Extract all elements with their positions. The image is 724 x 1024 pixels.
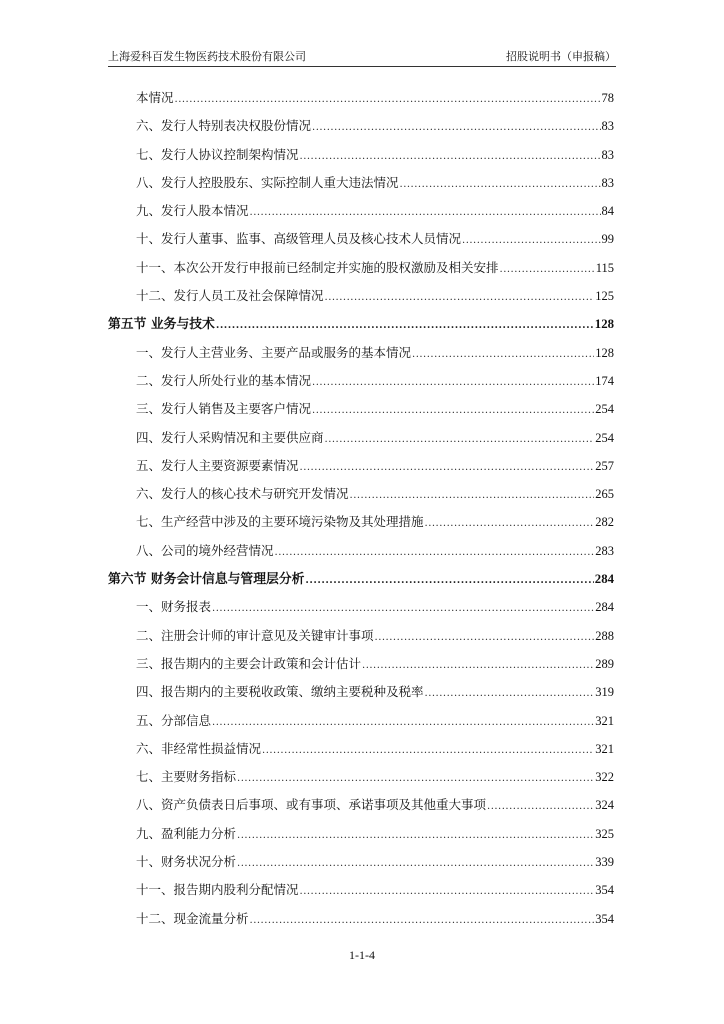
toc-entry-page: 174 [595, 373, 614, 388]
toc-entry-page: 283 [595, 543, 614, 558]
toc-entry[interactable] [108, 622, 614, 650]
toc-entry[interactable] [108, 820, 614, 848]
toc-leader-dots [362, 652, 594, 680]
toc-entry[interactable] [108, 141, 614, 169]
toc-entry[interactable] [108, 508, 614, 536]
toc-entry[interactable] [108, 707, 614, 735]
toc-leader-dots [216, 312, 594, 340]
toc-entry[interactable] [108, 876, 614, 904]
toc-entry[interactable] [108, 848, 614, 876]
toc-entry-title: 五、发行人主要资源要素情况 [136, 457, 299, 473]
toc-entry-page: 324 [595, 798, 614, 813]
toc-leader-dots [300, 143, 601, 171]
toc-leader-dots [325, 426, 595, 454]
toc-entry-title: 十一、本次公开发行申报前已经制定并实施的股权激励及相关安排 [136, 259, 499, 275]
toc-leader-dots [500, 256, 595, 284]
toc-entry-page: 325 [595, 826, 614, 841]
toc-entry-page: 83 [601, 175, 614, 190]
toc-entry-title: 十、财务状况分析 [136, 854, 237, 870]
toc-leader-dots [462, 227, 600, 255]
toc-entry-page: 284 [595, 600, 614, 615]
toc-entry-title: 二、发行人所处行业的基本情况 [136, 372, 312, 388]
toc-entry[interactable] [108, 367, 614, 395]
toc-leader-dots [300, 878, 595, 906]
toc-entry[interactable] [108, 905, 614, 933]
toc-entry-title: 一、发行人主营业务、主要产品或服务的基本情况 [136, 344, 412, 360]
toc-entry-page: 354 [595, 883, 614, 898]
toc-entry-page: 288 [595, 628, 614, 643]
toc-entry-title: 五、分部信息 [136, 712, 212, 728]
toc-entry-page: 354 [595, 911, 614, 926]
toc-leader-dots [250, 907, 595, 935]
toc-entry-title: 七、主要财务指标 [136, 769, 237, 785]
toc-entry-page: 339 [595, 855, 614, 870]
toc-leader-dots [425, 510, 595, 538]
toc-entry[interactable] [108, 424, 614, 452]
toc-leader-dots [312, 114, 600, 142]
toc-entry-title: 二、注册会计师的审计意见及关键审计事项 [136, 627, 374, 643]
toc-entry[interactable] [108, 678, 614, 706]
toc-leader-dots [305, 567, 593, 595]
toc-entry-page: 289 [595, 656, 614, 671]
toc-entry-title: 六、发行人特别表决权股份情况 [136, 118, 312, 134]
toc-leader-dots [175, 86, 601, 114]
toc-entry-title: 六、非经常性损益情况 [136, 740, 262, 756]
toc-entry-title: 八、公司的境外经营情况 [136, 542, 274, 558]
toc-entry[interactable] [108, 791, 614, 819]
toc-entry-page: 254 [595, 402, 614, 417]
toc-entry-page: 265 [595, 487, 614, 502]
toc-entry-page: 319 [595, 685, 614, 700]
toc-entry[interactable] [108, 735, 614, 763]
toc-entry-title: 四、报告期内的主要税收政策、缴纳主要税种及税率 [136, 684, 424, 700]
toc-entry[interactable] [108, 225, 614, 253]
toc-leader-dots [400, 171, 601, 199]
toc-leader-dots [412, 341, 594, 369]
toc-leader-dots [350, 482, 595, 510]
toc-entry-title: 一、财务报表 [136, 599, 212, 615]
toc-entry[interactable] [108, 480, 614, 508]
toc-entry-title: 十二、发行人员工及社会保障情况 [136, 288, 324, 304]
toc-entry-page: 84 [601, 204, 614, 219]
toc-entry-title: 三、发行人销售及主要客户情况 [136, 401, 312, 417]
toc-leader-dots [312, 397, 594, 425]
toc-entry[interactable] [108, 650, 614, 678]
toc-entry[interactable] [108, 84, 614, 112]
toc-entry-page: 125 [595, 289, 614, 304]
toc-entry[interactable] [108, 395, 614, 423]
toc-leader-dots [212, 595, 594, 623]
toc-entry-page: 257 [595, 458, 614, 473]
toc-entry-page: 78 [601, 91, 614, 105]
toc-entry-title: 第五节 业务与技术 [108, 317, 215, 333]
toc-leader-dots [237, 850, 594, 878]
toc-leader-dots [425, 680, 595, 708]
toc-leader-dots [300, 454, 595, 482]
toc-entry-page: 321 [595, 713, 614, 728]
toc-entry-title: 九、盈利能力分析 [136, 825, 237, 841]
toc-leader-dots [262, 737, 594, 765]
toc-entry-page: 115 [595, 260, 614, 275]
toc-leader-dots [487, 793, 594, 821]
header-document-type: 招股说明书（申报稿） [506, 50, 616, 63]
toc-entry-page: 284 [594, 572, 614, 587]
toc-entry[interactable] [108, 339, 614, 367]
toc-entry[interactable] [108, 112, 614, 140]
toc-entry-page: 282 [595, 515, 614, 530]
toc-entry-title: 十、发行人董事、监事、高级管理人员及核心技术人员情况 [136, 231, 462, 247]
toc-leader-dots [275, 539, 595, 567]
toc-leader-dots [212, 709, 594, 737]
toc-entry-page: 83 [601, 147, 614, 162]
toc-leader-dots [250, 199, 601, 227]
toc-entry-title: 十一、报告期内股利分配情况 [136, 882, 299, 898]
toc-entry[interactable] [108, 169, 614, 197]
toc-entry-page: 321 [595, 741, 614, 756]
table-of-contents [108, 84, 614, 933]
toc-entry-title: 六、发行人的核心技术与研究开发情况 [136, 486, 349, 502]
toc-entry-page: 99 [601, 232, 614, 247]
toc-entry-title: 四、发行人采购情况和主要供应商 [136, 429, 324, 445]
toc-entry[interactable] [108, 282, 614, 310]
page-header [108, 48, 616, 67]
toc-entry[interactable] [108, 254, 614, 282]
toc-entry[interactable] [108, 763, 614, 791]
toc-entry-page: 83 [601, 119, 614, 134]
toc-entry-title: 本情况 [136, 90, 174, 105]
toc-leader-dots [237, 822, 594, 850]
toc-entry[interactable] [108, 537, 614, 565]
toc-entry-title: 八、发行人控股股东、实际控制人重大违法情况 [136, 174, 399, 190]
toc-entry-page: 128 [594, 317, 614, 332]
toc-entry-title: 九、发行人股本情况 [136, 203, 249, 219]
header-company-name: 上海爱科百发生物医药技术股份有限公司 [108, 50, 306, 63]
toc-entry-title: 七、发行人协议控制架构情况 [136, 146, 299, 162]
toc-entry-title: 七、生产经营中涉及的主要环境污染物及其处理措施 [136, 514, 424, 530]
toc-entry-title: 八、资产负债表日后事项、或有事项、承诺事项及其他重大事项 [136, 797, 487, 813]
toc-leader-dots [312, 369, 594, 397]
toc-entry[interactable] [108, 197, 614, 225]
toc-leader-dots [237, 765, 594, 793]
toc-entry-page: 322 [595, 770, 614, 785]
toc-entry-title: 第六节 财务会计信息与管理层分析 [108, 572, 305, 588]
toc-section-heading[interactable] [108, 310, 614, 338]
toc-entry[interactable] [108, 452, 614, 480]
toc-entry-page: 254 [595, 430, 614, 445]
page-number: 1-1-4 [349, 948, 375, 962]
toc-entry-page: 128 [595, 345, 614, 360]
toc-entry-title: 十二、现金流量分析 [136, 910, 249, 926]
toc-entry[interactable] [108, 593, 614, 621]
toc-leader-dots [375, 624, 595, 652]
toc-entry-title: 三、报告期内的主要会计政策和会计估计 [136, 655, 362, 671]
toc-section-heading[interactable] [108, 565, 614, 593]
toc-leader-dots [325, 284, 595, 312]
